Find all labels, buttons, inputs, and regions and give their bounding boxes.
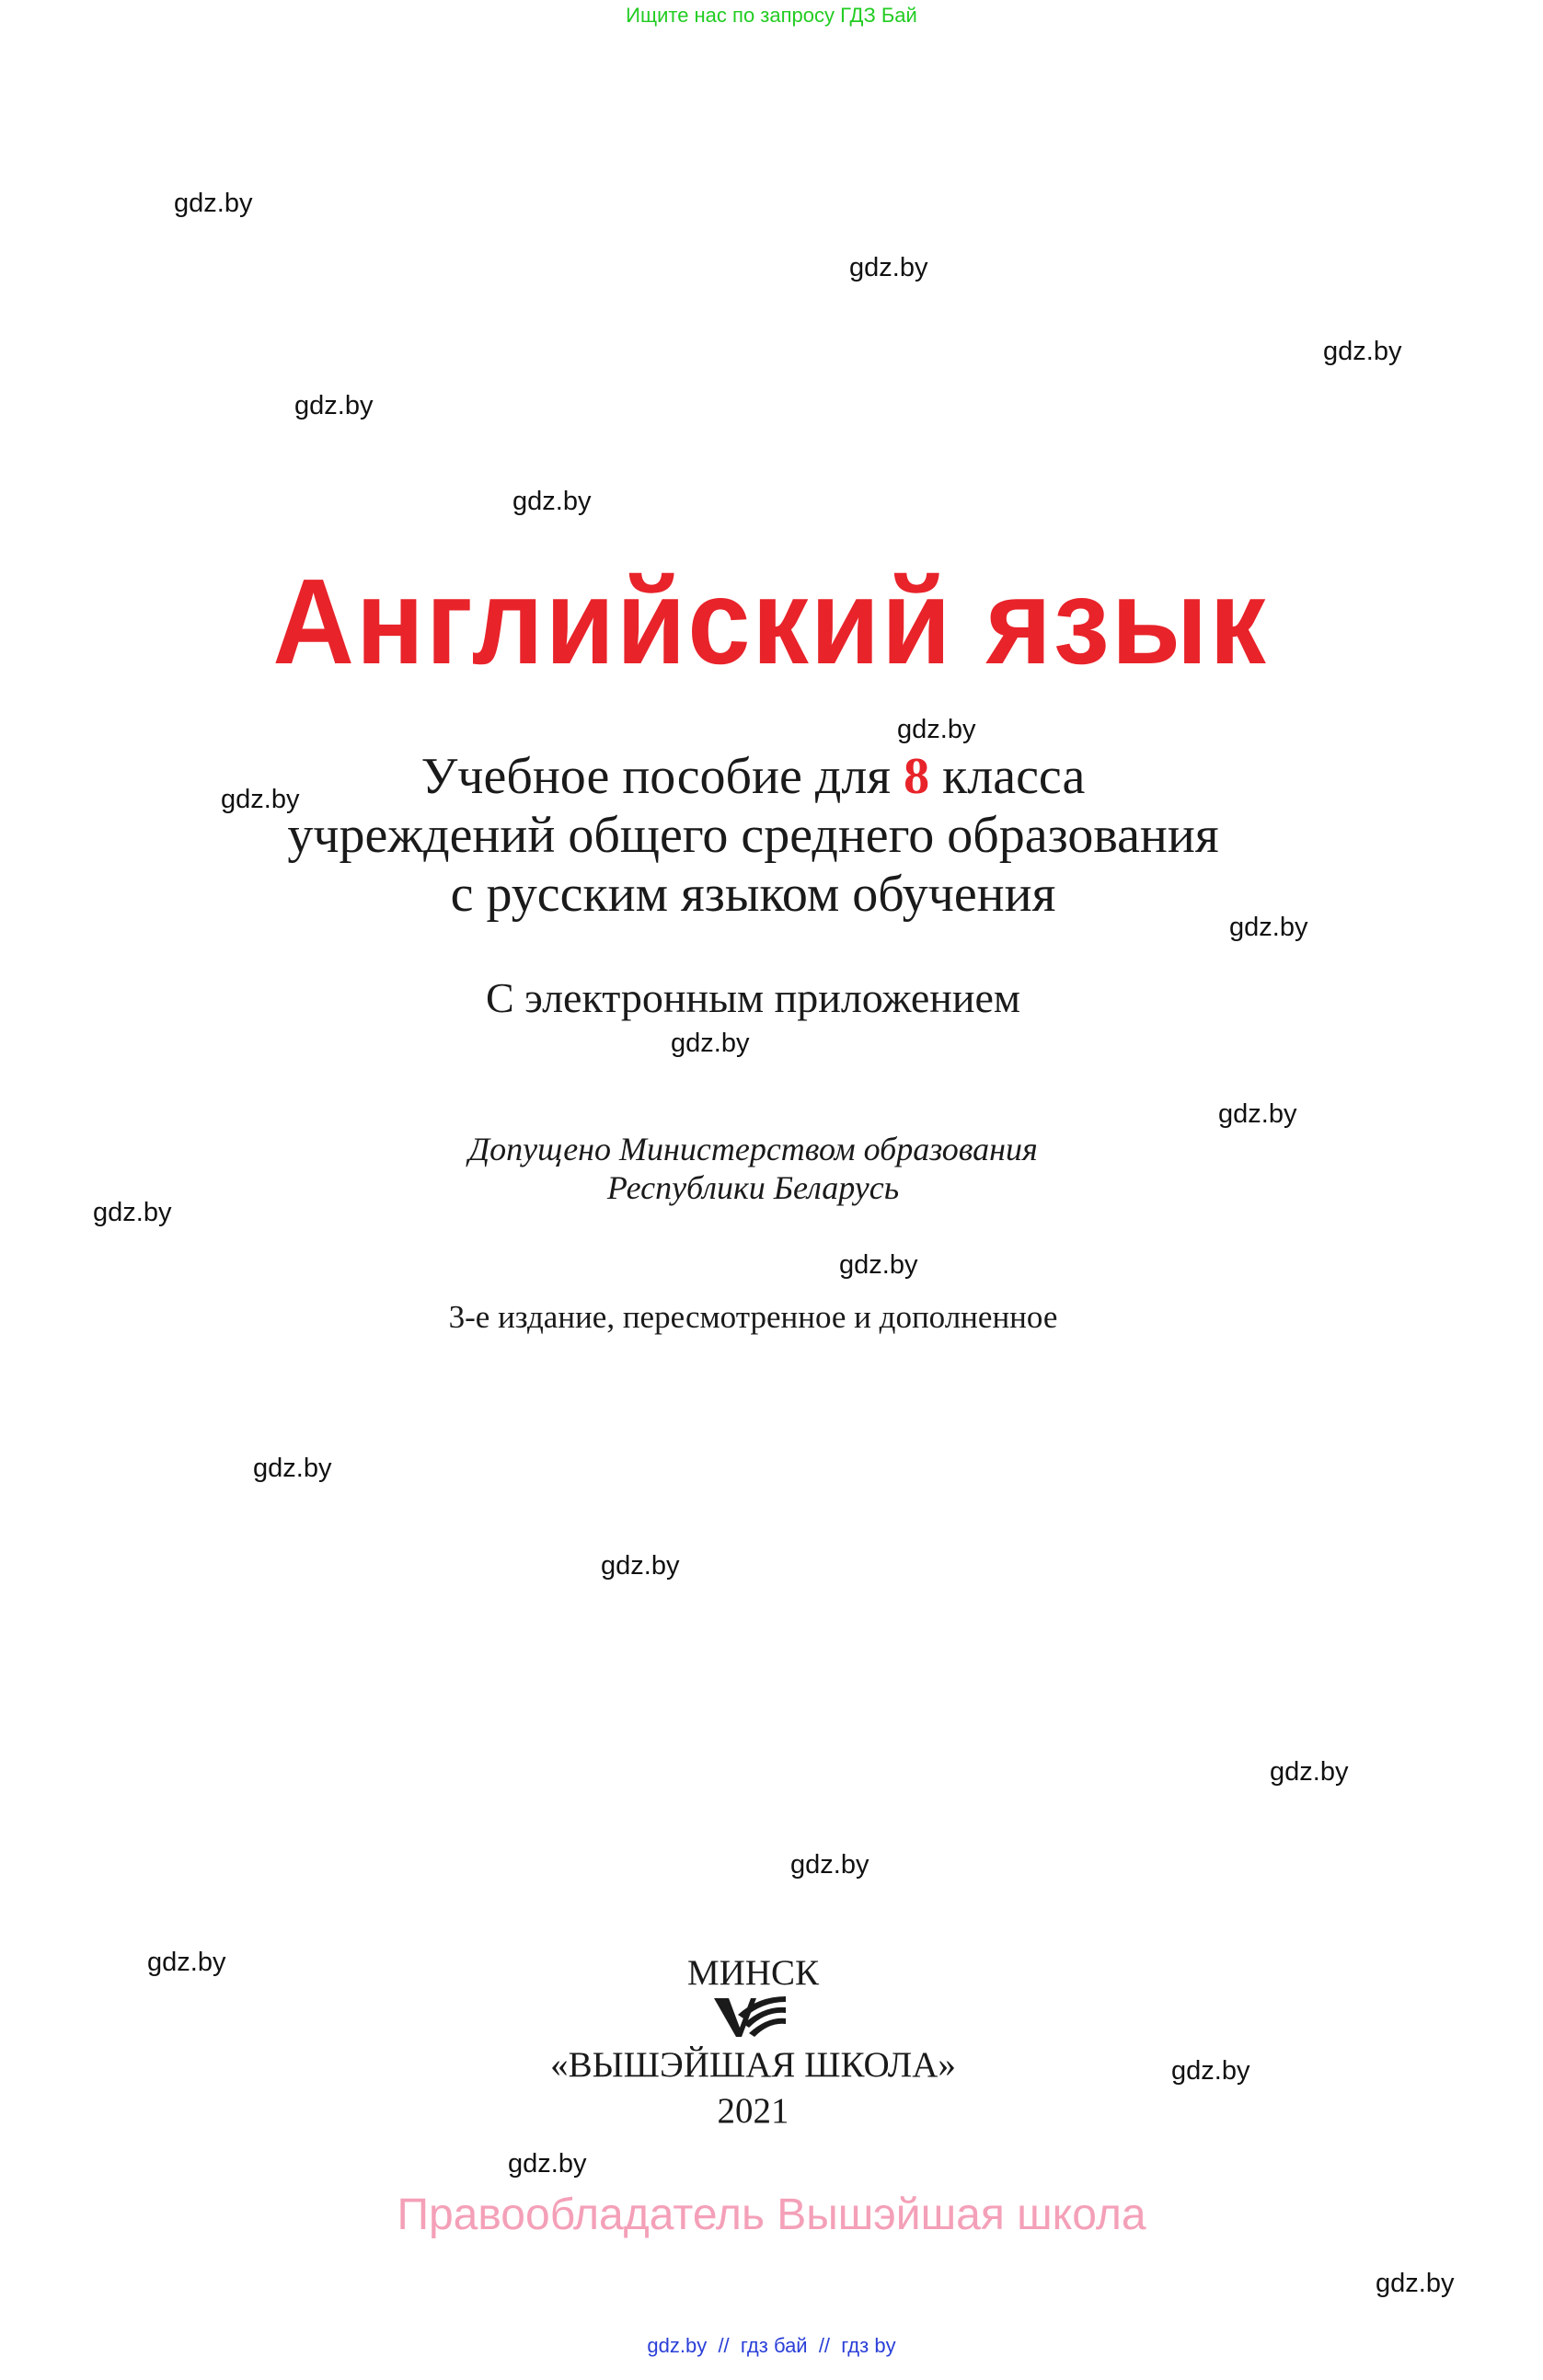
watermark: gdz.by <box>849 253 928 282</box>
rights-holder: Правообладатель Вышэйшая школа <box>397 2190 1146 2239</box>
subtitle-line-2: учреждений общего среднего образования <box>287 807 1219 864</box>
book-title: Английский язык <box>272 554 1268 689</box>
watermark: gdz.by <box>253 1454 332 1483</box>
subtitle-prefix: Учебное пособие для <box>420 748 904 805</box>
imprint-city: МИНСК <box>686 1953 820 1993</box>
imprint-year: 2021 <box>717 2091 789 2131</box>
watermark: gdz.by <box>1229 913 1308 942</box>
publisher-logo-icon <box>710 1991 788 2039</box>
watermark: gdz.by <box>294 391 374 420</box>
top-banner: Ищите нас по запросу ГДЗ Бай <box>626 4 917 27</box>
watermark: gdz.by <box>147 1948 226 1977</box>
watermark: gdz.by <box>93 1198 172 1227</box>
watermark: gdz.by <box>1323 337 1402 366</box>
watermark: gdz.by <box>839 1250 918 1280</box>
watermark: gdz.by <box>1171 2056 1250 2086</box>
imprint-publisher: «ВЫШЭЙШАЯ ШКОЛА» <box>550 2045 956 2085</box>
watermark: gdz.by <box>1270 1757 1349 1787</box>
edition-note: 3-е издание, пересмотренное и дополненное <box>448 1299 1058 1335</box>
watermark: gdz.by <box>897 715 976 744</box>
approval-line-1: Допущено Министерством образования <box>468 1131 1038 1167</box>
watermark: gdz.by <box>508 2149 587 2179</box>
appendix-note: С электронным приложением <box>485 974 1021 1021</box>
watermark: gdz.by <box>1218 1099 1297 1129</box>
watermark: gdz.by <box>671 1029 750 1058</box>
watermark: gdz.by <box>512 487 592 516</box>
watermark: gdz.by <box>601 1551 680 1581</box>
grade-number: 8 <box>904 748 930 805</box>
subtitle-line-3: с русским языком обучения <box>450 866 1056 923</box>
watermark: gdz.by <box>790 1850 869 1880</box>
subtitle-suffix: класса <box>929 748 1086 805</box>
watermark: gdz.by <box>221 785 300 814</box>
footer-links: gdz.by // гдз бай // гдз by <box>647 2334 896 2357</box>
approval-line-2: Республики Беларусь <box>606 1169 900 1206</box>
subtitle-line-1 <box>0 747 1506 806</box>
watermark: gdz.by <box>174 189 253 218</box>
watermark: gdz.by <box>1376 2269 1455 2298</box>
